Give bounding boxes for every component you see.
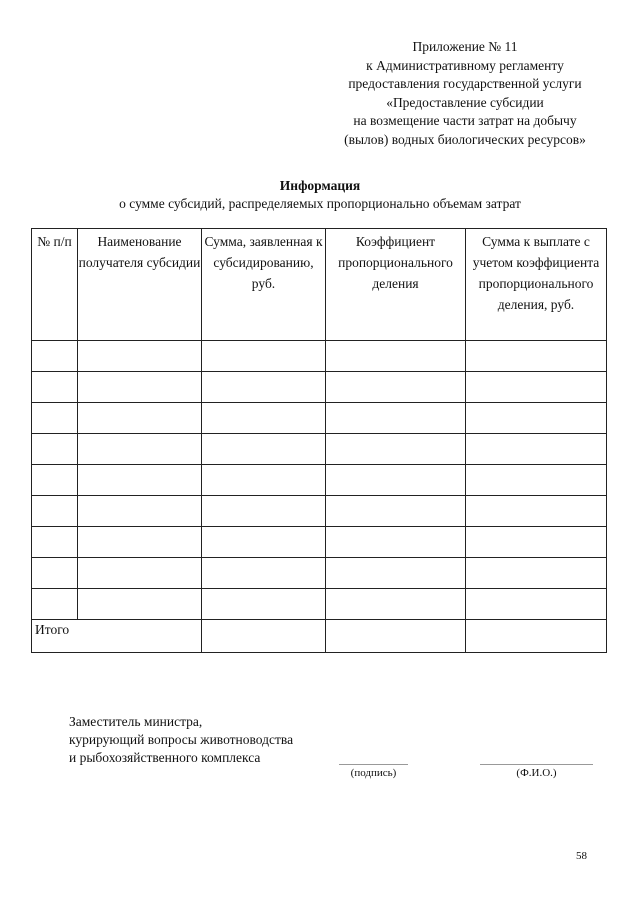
cell [32,403,78,434]
total-row [32,620,607,653]
cell [202,372,326,403]
cell [32,558,78,589]
cell [202,558,326,589]
cell [78,434,202,465]
cell [466,620,607,653]
total-label: Итого [32,620,202,653]
cell [466,434,607,465]
cell [78,403,202,434]
signer-line: и рыбохозяйственного комплекса [69,750,261,765]
appendix-line: «Предоставление субсидии [386,94,544,110]
table-row [32,589,607,620]
appendix-block [300,38,630,149]
appendix-line: (вылов) водных биологических ресурсов» [344,131,586,147]
cell [202,434,326,465]
table-row [32,403,607,434]
document-title: Информация [279,178,361,193]
table-row [32,465,607,496]
signature-caption: (подпись) [350,767,397,779]
cell [466,589,607,620]
subsidy-table [31,228,607,653]
cell [32,589,78,620]
cell [202,465,326,496]
signer-line: курирующий вопросы животноводства [69,732,294,747]
header-coefficient: Коэффициент пропорционального деления [326,229,466,341]
cell [466,465,607,496]
cell [466,403,607,434]
cell [202,341,326,372]
appendix-line: предоставления государственной услуги [348,76,582,91]
table-row [32,527,607,558]
table-row [32,434,607,465]
header-amount-payable: Сумма к выплате с учетом коэффициента пропорционального деления, руб. [466,229,607,341]
cell [202,589,326,620]
cell [202,403,326,434]
cell [326,465,466,496]
table-row [32,372,607,403]
header-recipient: Наименование получателя субсидии [78,229,202,341]
cell [466,372,607,403]
cell [32,341,78,372]
cell [326,403,466,434]
cell [326,372,466,403]
cell [326,341,466,372]
table-row [32,341,607,372]
cell [32,372,78,403]
cell [32,465,78,496]
cell [78,372,202,403]
signer-line: Заместитель министра, [69,714,203,729]
header-amount-claimed: Сумма, заявленная к субсидированию, руб. [202,229,326,341]
cell [466,527,607,558]
table-header-row [32,229,607,341]
cell [466,341,607,372]
cell [202,496,326,527]
header-number: № п/п [32,229,78,341]
table-row [32,558,607,589]
cell [326,558,466,589]
cell [326,496,466,527]
cell [78,465,202,496]
cell [326,434,466,465]
signature-line [339,764,408,765]
signer-block [69,713,293,767]
table-row [32,496,607,527]
cell [78,341,202,372]
cell [78,558,202,589]
cell [78,496,202,527]
cell [32,434,78,465]
name-line [480,764,593,765]
cell [32,527,78,558]
cell [326,527,466,558]
name-caption: (Ф.И.О.) [516,767,557,779]
cell [32,496,78,527]
page-number: 58 [576,850,587,862]
cell [326,589,466,620]
cell [202,620,326,653]
cell [202,527,326,558]
cell [326,620,466,653]
cell [466,558,607,589]
appendix-line: Приложение № 11 [412,39,518,54]
cell [78,527,202,558]
cell [78,589,202,620]
cell [466,496,607,527]
appendix-line: на возмещение части затрат на добычу [353,113,577,128]
document-subtitle: о сумме субсидий, распределяемых пропорционально объемам затрат [119,196,521,211]
appendix-line: к Административному регламенту [366,57,564,73]
